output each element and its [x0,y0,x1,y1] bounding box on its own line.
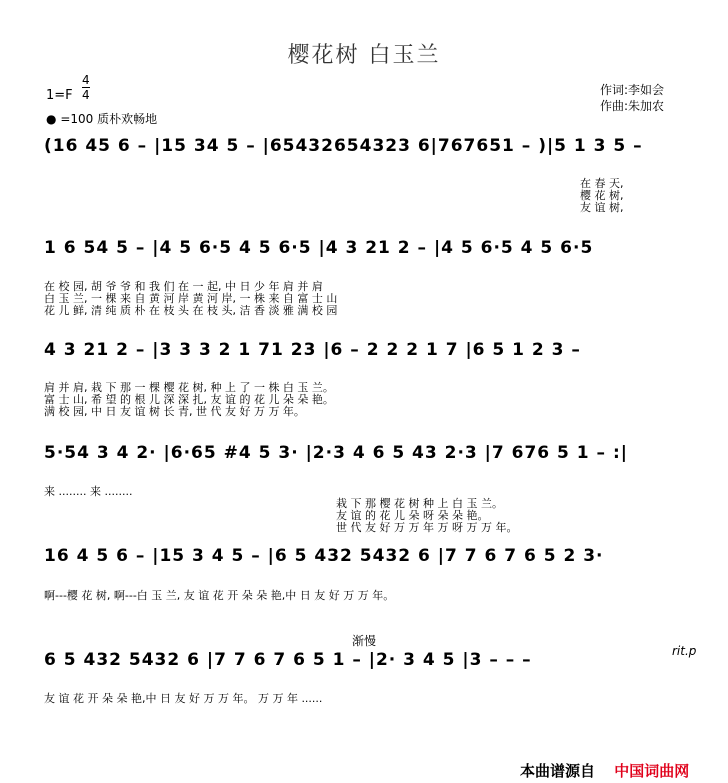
song-title: 樱花树 白玉兰 [287,43,441,68]
lyric-line-1: 在 校 园, 胡 爷 爷 和 我 们 在 一 起, 中 日 少 年 肩 并 肩 [44,280,323,293]
time-signature-bottom: 4 [82,88,90,102]
score-row-6-notes: 6 5 432 5432 6 |7 7 6 7 6 5 1 – |2· 3 4 5 |3 – – – [44,650,532,670]
lyric-line-1: 友 谊 花 开 朵 朵 艳,中 日 友 好 万 万 年。 万 万 年 ...... [44,692,323,705]
score-row-2-notes: 1 6 54 5 – |4 5 6·5 4 5 6·5 |4 3 21 2 – |4 5 6·5 4 5 6·5 [44,238,594,258]
score-row-6-lyrics [44,690,322,706]
lyric-line-2: 栽 下 那 樱 花 树 种 上 白 玉 兰。 [336,497,503,510]
dynamic-marking: rit.p [672,644,697,658]
score-row-1-lyrics [580,178,624,214]
lyric-line-3: 友 谊 树, [580,201,624,214]
watermark [520,760,689,781]
score-row-5-notes: 16 4 5 6 – |15 3 4 5 – |6 5 432 5432 6 |7 7 6 7 6 5 2 3· [44,546,604,566]
lyric-line-1: 来 ........ 来 ........ [44,485,133,498]
lyric-line-3: 友 谊 的 花 儿 朵 呀 朵 朵 艳。 [336,509,489,522]
tempo-text: =100 质朴欢畅地 [60,112,158,126]
score-row-5-lyrics [44,587,394,603]
lyric-line-1: 在 春 天, [580,177,624,190]
time-signature [82,73,90,102]
tempo-direction: 渐慢 [352,634,377,648]
lyricist: 作词:李如会 [600,83,665,97]
key-signature: 1=F [46,88,73,103]
lyric-line-2: 白 玉 兰, 一 棵 来 自 黄 河 岸 黄 河 岸, 一 株 来 自 富 士 山 [44,292,338,305]
note-icon: ● [46,112,57,126]
lyric-line-4: 世 代 友 好 万 万 年 万 呀 万 万 年。 [336,521,518,534]
composer: 作曲:朱加农 [600,99,665,113]
score-row-4-notes: 5·54 3 4 2· |6·65 #4 5 3· |2·3 4 6 5 43 2·3 |7 676 5 1 – :| [44,443,628,463]
score-row-1-notes: (16 45 6 – |15 34 5 – |65432654323 6|767651 – )|5 1 3 5 – [44,136,643,156]
score-row-4-lyrics [44,486,517,534]
lyric-line-3: 花 儿 鲜, 清 纯 质 朴 在 枝 头 在 枝 头, 洁 香 淡 雅 满 校 园 [44,304,338,317]
lyric-line-3: 满 校 园, 中 日 友 谊 树 长 青, 世 代 友 好 万 万 年。 [44,405,305,418]
watermark-right: 中国词曲网 [614,762,690,780]
lyric-line-1: 肩 并 肩, 栽 下 那 一 棵 樱 花 树, 种 上 了 一 株 白 玉 兰。 [44,381,334,394]
lyric-line-2: 樱 花 树, [580,189,624,202]
credits [600,82,664,114]
tempo-marking [46,110,157,127]
watermark-left: 本曲谱源自 [520,762,596,780]
time-signature-top: 4 [82,73,90,87]
score-row-3-notes: 4 3 21 2 – |3 3 3 2 1 71 23 |6 – 2 2 2 1 7 |6 5 1 2 3 – [44,340,581,360]
score-row-2-lyrics [44,281,337,317]
score-row-3-lyrics [44,382,334,418]
lyric-line-1: 啊---樱 花 树, 啊---白 玉 兰, 友 谊 花 开 朵 朵 艳,中 日 友 好 万 万 年。 [44,589,395,602]
lyric-line-2: 富 士 山, 希 望 的 根 儿 深 深 扎, 友 谊 的 花 儿 朵 朵 艳。 [44,393,334,406]
